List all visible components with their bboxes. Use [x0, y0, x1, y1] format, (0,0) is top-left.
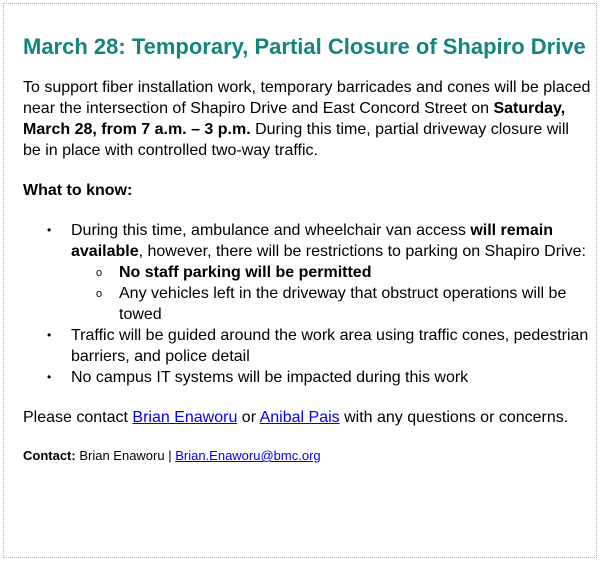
contact-paragraph [23, 407, 591, 428]
announcement-content [23, 32, 591, 465]
sublist-item-no-parking [96, 262, 591, 283]
towed-text: Any vehicles left in the driveway that obstruct operations will be towed [119, 285, 567, 323]
anibal-pais-link[interactable]: Anibal Pais [259, 409, 340, 426]
list-item-traffic [47, 325, 591, 367]
intro-paragraph [23, 77, 591, 161]
parking-sublist [71, 262, 591, 325]
it-systems-text: No campus IT systems will be impacted during this work [71, 369, 469, 386]
bullet-icon: • [47, 223, 52, 237]
access-text-start: During this time, ambulance and wheelchair van access [71, 222, 471, 239]
access-text-end: , however, there will be restrictions to parking on Shapiro Drive: [138, 243, 586, 260]
contact-label: Contact: [23, 448, 76, 463]
bullet-icon: • [47, 328, 52, 342]
list-item-access [47, 220, 591, 325]
contact-text-end: with any questions or concerns. [339, 409, 569, 426]
page-title: March 28: Temporary, Partial Closure of Shapiro Drive [23, 34, 586, 59]
intro-date-time: Saturday, March 28, from 7 a.m. – 3 p.m. [23, 100, 566, 138]
info-list [23, 220, 591, 388]
sublist-item-towed [96, 283, 591, 325]
access-text-bold: will remain available [71, 222, 554, 260]
sub-bullet-icon: o [96, 288, 103, 300]
contact-name: Brian Enaworu | [75, 448, 176, 463]
intro-text-end: During this time, partial driveway closure will be in place with controlled two-way traffic. [23, 121, 569, 159]
brian-enaworu-link[interactable]: Brian Enaworu [132, 409, 238, 426]
list-item-it-systems [47, 367, 591, 388]
bullet-icon: • [47, 370, 52, 384]
what-to-know-heading: What to know: [23, 182, 133, 199]
traffic-text: Traffic will be guided around the work area using traffic cones, pedestrian barriers, and police detail [71, 327, 589, 365]
sub-bullet-icon: o [96, 267, 103, 279]
no-parking-text: No staff parking will be permitted [119, 264, 372, 281]
intro-text-start: To support fiber installation work, temporary barricades and cones will be placed near the intersection of Shapiro Drive and East Concord Street on [23, 79, 591, 117]
contact-text-or: or [237, 409, 260, 426]
contact-footer [23, 447, 591, 465]
contact-text-start: Please contact [23, 409, 133, 426]
contact-email-link[interactable]: Brian.Enaworu@bmc.org [175, 448, 321, 463]
